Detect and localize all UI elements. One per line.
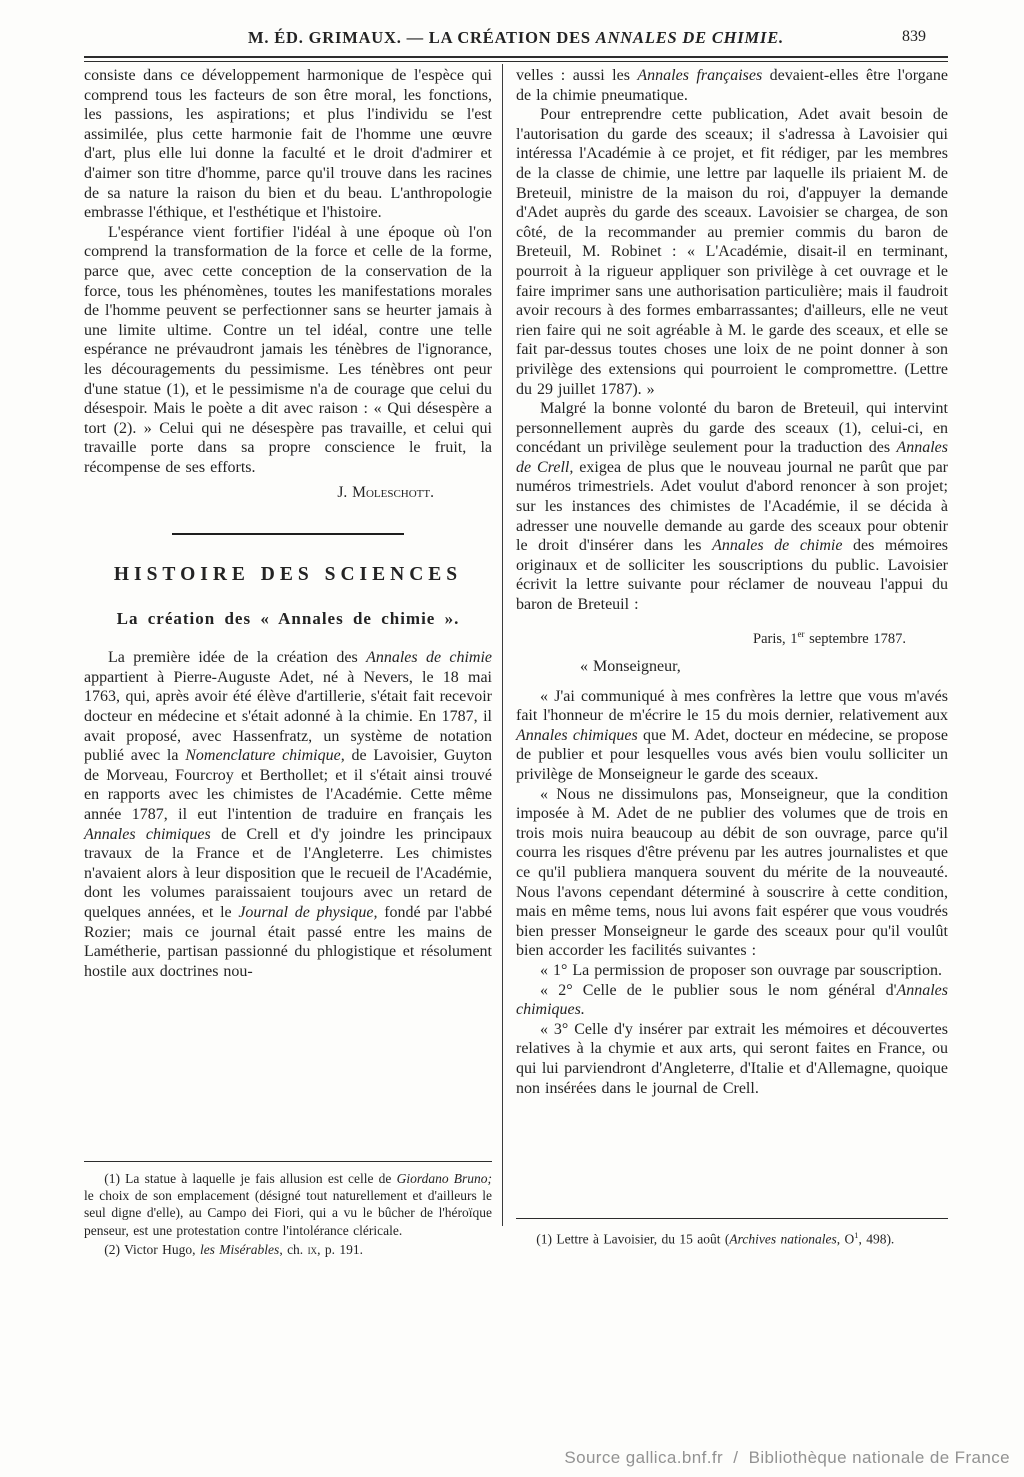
footnote: (1) La statue à laquelle je fais allusion est celle de Giordano Bruno; le choix de son emplacement (désigné tout naturellement et d'ailleurs le seul digne d'elle), au Campo dei Fiori, qui a vu le bûcher de l'héroïque penseur, est une protestation contre l'intolérance cléricale.	[84, 1170, 493, 1238]
page-number: 839	[902, 28, 926, 45]
left-footnote-block	[84, 1161, 492, 1258]
letter-salutation: « Monseigneur,	[580, 658, 681, 676]
section-heading: HISTOIRE DES SCIENCES	[113, 564, 463, 586]
running-head	[84, 28, 948, 50]
section-separator-rule	[172, 533, 404, 535]
letter-paragraph: « 2° Celle de le publier sous le nom général d'Annales chimiques.	[516, 981, 948, 1019]
letter-paragraph: « J'ai communiqué à mes confrères la lettre que vous m'avés fait l'honneur de m'écrire le 15 du mois dernier, relativement aux Annales chimiques que M. Adet, docteur en médecine, se propose de publier et pour lesquelles vous avés bien voulu solliciter un privilège de Monseigneur le garde des sceaux.	[516, 687, 948, 784]
running-head-title: M. ÉD. GRIMAUX. — LA CRÉATION DES ANNALES DE CHIMIE.	[248, 28, 784, 47]
paragraph: La première idée de la création des Annales de chimie appartient à Pierre-Auguste Adet, né à Nevers, le 18 mai 1763, qui, après avoir été élève d'artillerie, s'était fait recevoir docteur en médecine et s'était adonné à la chimie. En 1787, il avait proposé, avec Hassenfratz, un système de notation publié avec la Nomenclature chimique, de Lavoisier, Guyton de Morveau, Fourcroy et Berthollet; et il s'était ainsi trouvé en rapports avec les chimistes de l'Académie. Cette même année 1787, il eut l'intention de traduire en français les Annales chimiques de Crell et d'y joindre les principaux travaux de la France et de l'Angleterre. Les chimistes n'avaient alors à leur disposition que le recueil de l'Académie, dont les volumes paraissaient toujours avec un retard de quelques années, et le Journal de physique, fondé par l'abbé Rozier; mais ce journal était passé entre les mains de Lamétherie, partisan passionné du phlogistique et résolument hostile aux doctrines nou-	[84, 649, 493, 980]
paragraph: Malgré la bonne volonté du baron de Breteuil, qui intervint personnellement auprès du garde des sceaux (1), celui-ci, en concédant un privilège seulement pour la traduction des Annales de Crell, exigea de plus que le nouveau journal ne parût que par numéros trimestriels. Adet voulut d'abord renoncer à son projet; sur les instances des chimistes de l'Académie, il se décida à adresser une nouvelle demande au garde des sceaux pour obtenir le droit d'insérer dans les Annales de chimie des mémoires originaux et de solliciter les souscriptions du public. Lavoisier écrivit la lettre suivante pour réclamer de nouveau l'appui du baron de Breteuil :	[516, 400, 949, 614]
paragraph: Pour entreprendre cette publication, Adet avait besoin de l'autorisation du garde des sceaux; il s'adressa à Lavoisier qui intéressa l'Académie à ce projet, et fit rédiger, par les membres de la classe de chimie, une lettre par laquelle ils priaient M. de Breteuil, ministre de la maison du roi, d'appuyer la demande d'Adet auprès du garde des sceaux. Lavoisier se chargea, de son côté, de la recommander au premier commis du baron de Breteuil, M. Robinet : « L'Académie, disait-il en terminant, pourroit à la rigueur appliquer son privilège à cet ouvrage et le faire imprimer sans une authorisation particulière; mais il faudroit avoir recours à des formes embarrassantes; d'ailleurs, elle ne veut rien faire qui ne soit agréable à M. le garde des sceaux, et elle se fait par-dessus toutes choses une loix de ne point donner à son privilège des extensions qui pourroient le compromettre. (Lettre du 29 juillet 1787). »	[516, 106, 948, 398]
paragraph: L'espérance vient fortifier l'idéal à une époque où l'on comprend la transformation de la force et celle de la forme, parce que, avec cette conception de la conservation de la force, tous les phénomènes, toutes les manifestations morales de l'homme peuvent se perfectionner sans se heurter jamais à une limite ultime. Contre un tel idéal, contre une telle espérance ne prévaudront jamais les ténèbres de l'ignorance, les découragements du pessimisme. Les ténèbres ont peur d'une statue (1), et le pessimisme n'a de courage que celui du désespoir. Mais le poète a dit avec raison : « Qui désespère a tort (2). » Celui qui ne désespère pas travaille, et celui qui travaille porte dans sa propre conscience le fruit, la récompense de ses efforts.	[84, 223, 492, 476]
letter-dateline: Paris, 1er septembre 1787.	[753, 628, 906, 647]
footnote: (2) Victor Hugo, les Misérables, ch. ix, p. 191.	[104, 1241, 363, 1257]
letter-paragraph: « 1° La permission de proposer son ouvrage par souscription.	[540, 961, 942, 979]
footnote-rule	[516, 1218, 948, 1219]
column-divider-rule	[502, 64, 503, 1226]
right-column	[516, 66, 948, 1248]
letter-paragraph: « Nous ne dissimulons pas, Monseigneur, que la condition imposée à M. Adet de ne publier des volumes que de trois en trois mois nuira beaucoup au débit de son ouvrage, parce qu'il courra les risques d'être prévenu par les autres journalistes et que ce qu'il publiera manquera souvent du mérite de la nouveauté. Nous l'avons cependant déterminé à souscrire à cette condition, mais en même tems, nous lui avons fait espérer que vous voudrés bien presser Monseigneur le garde des sceaux pour qu'il voulût bien accorder les facilités suivantes :	[516, 785, 948, 960]
paragraph: velles : aussi les Annales françaises devaient-elles être l'organe de la chimie pneumatique.	[516, 67, 948, 104]
left-column	[84, 66, 492, 1258]
footnote-rule	[84, 1161, 492, 1162]
footnote: (1) Lettre à Lavoisier, du 15 août (Archives nationales, $O^1$, 498).	[536, 1231, 895, 1247]
paragraph: consiste dans ce développement harmonique de l'espèce qui comprend tous les facteurs de son être moral, les fonctions, les passions, les aspirations; et plus l'individu se l'est assimilée, plus cette harmonie fait de l'homme une œuvre d'art, plus elle lui donne la faculté et le droit d'admirer et d'aimer son titre d'homme, parce qu'il trouve dans les racines de sa nature la raison du bien et du beau. L'anthropologie embrasse l'éthique, et l'esthétique et l'histoire.	[84, 67, 492, 222]
letter-paragraph: « 3° Celle d'y insérer par extrait les mémoires et découvertes relatives à la chymie et aux arts, qui seront faites en France, ou qui lui parviendront d'Angleterre, d'Italie et d'Allemagne, quoique non insérées dans le journal de Crell.	[516, 1020, 948, 1097]
author-signature: J. Moleschott.	[337, 484, 434, 502]
right-footnote-block	[516, 1218, 948, 1248]
header-double-rule	[84, 56, 948, 62]
article-title: La création des « Annales de chimie ».	[116, 608, 460, 628]
gallica-source-watermark: Source gallica.bnf.fr / Bibliothèque nationale de France	[564, 1448, 1010, 1467]
